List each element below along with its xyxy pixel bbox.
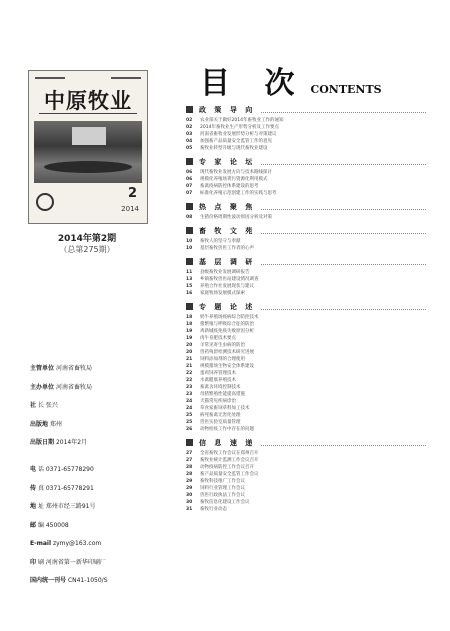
toc-entry[interactable] <box>186 384 426 391</box>
publication-value: 址 郑州市经三路91号 <box>37 503 96 510</box>
toc-entry-page: 25 <box>186 420 193 425</box>
toc-entry-title: 水禽健康养殖技术 <box>200 378 236 383</box>
toc-section <box>186 437 426 513</box>
publication-label: 印 <box>30 558 37 566</box>
toc-section <box>186 104 426 152</box>
toc-entry-page: 06 <box>186 170 193 175</box>
toc-entry-title: 兽医行政执法工作会议 <box>200 493 245 498</box>
toc-entry-page: 23 <box>186 385 193 390</box>
toc-entry-page: 06 <box>186 177 193 182</box>
toc-section-header <box>186 225 426 236</box>
toc-entry-title: 畜牧业转型升级与现代畜牧业建设 <box>200 146 268 151</box>
toc-entry[interactable] <box>186 492 426 499</box>
toc-section <box>186 256 426 297</box>
publication-value: 郑州 <box>49 420 62 428</box>
toc-entry-page: 20 <box>186 343 193 348</box>
publication-value: 河南省畜牧局 <box>55 383 92 391</box>
cover-logo-icon <box>36 193 54 211</box>
toc-section-name: 热 点 聚 焦 <box>199 202 256 211</box>
toc-section-rule <box>261 107 426 113</box>
toc-section-rule <box>261 204 426 210</box>
toc-section-header <box>186 301 426 312</box>
section-square-icon <box>186 158 193 165</box>
cover-divider <box>39 113 137 117</box>
publication-row <box>30 577 170 584</box>
toc-entry-page: 25 <box>186 413 193 418</box>
toc-entry-page: 10 <box>186 239 193 244</box>
toc-entry-title: 母猪繁殖性能提高措施 <box>200 392 245 397</box>
toc-section-name: 政 策 导 向 <box>199 105 256 114</box>
toc-entry[interactable] <box>186 124 426 131</box>
toc-entry[interactable] <box>186 405 426 412</box>
toc-section-rule <box>261 228 426 234</box>
toc-entry-page: 24 <box>186 406 193 411</box>
toc-entry-title: 畜牧业统计监测工作会议召开 <box>200 458 259 463</box>
toc-entry-title: 生猪价格周期性波动原因分析及对策 <box>200 215 272 220</box>
cover-masthead: 中原牧业 <box>44 88 132 113</box>
toc-entry-page: 13 <box>186 277 193 282</box>
publication-row <box>30 522 170 529</box>
cover-issue-year: 2014 <box>121 205 139 213</box>
publication-row <box>30 540 170 547</box>
toc-entry-page: 04 <box>186 139 193 144</box>
title-en: CONTENTS <box>310 83 382 96</box>
toc-entry-page: 22 <box>186 378 193 383</box>
toc-entry-page: 21 <box>186 357 193 362</box>
toc-entry-title: 河南省畜牧业发展形势分析与对策建议 <box>200 132 277 137</box>
toc-entry-page: 29 <box>186 479 193 484</box>
toc-entry-title: 动物检疫工作中存在的问题 <box>200 427 254 432</box>
publication-label: 主办单位 <box>30 383 55 391</box>
toc-entry[interactable] <box>186 214 426 221</box>
toc-entry-title: 畜牧行业动态 <box>200 507 227 512</box>
toc-entry-title: 肉牛育肥技术要点 <box>200 336 236 341</box>
toc-entry-title: 加强畜产品质量安全监管工作的意见 <box>200 139 272 144</box>
toc-entry-title: 病死畜禽无害化处理 <box>200 413 241 418</box>
publication-value: 编 450008 <box>37 521 69 529</box>
publication-row <box>30 439 170 446</box>
toc-entry-page: 08 <box>186 215 193 220</box>
publication-row <box>30 485 170 492</box>
toc-section <box>186 201 426 221</box>
toc-entry[interactable] <box>186 506 426 513</box>
toc-entry[interactable] <box>186 342 426 349</box>
toc-entry-page: 07 <box>186 191 193 196</box>
publication-row <box>30 384 170 391</box>
toc-section-rule <box>261 304 426 310</box>
toc-entry[interactable] <box>186 283 426 290</box>
publication-label: 国内统一刊号 <box>30 577 67 584</box>
publication-label: 社 <box>30 402 37 409</box>
publication-value: 话 0371-65778290 <box>37 466 94 473</box>
cover-issue-number: 2 <box>127 186 137 201</box>
toc-entry-title: 饲料添加剂的合理使用 <box>200 357 245 362</box>
page-title <box>200 58 382 101</box>
toc-entry-page: 07 <box>186 184 193 189</box>
toc-entry[interactable] <box>186 349 426 356</box>
toc-entry[interactable] <box>186 485 426 492</box>
toc-entry[interactable] <box>186 314 426 321</box>
toc-entry-title: 规模猪场生物安全体系建设 <box>200 364 254 369</box>
publication-value: 河南省畜牧局 <box>55 365 92 372</box>
publication-value: 真 0371-65778291 <box>37 484 94 492</box>
toc-entry-title: 畜禽舍环境控制技术 <box>200 385 241 390</box>
title-cn: 目 次 <box>200 66 307 101</box>
toc-entry-page: 27 <box>186 458 193 463</box>
toc-entry-title: 农业部关于做好2014年畜牧业工作的通知 <box>200 118 284 123</box>
toc-section-header <box>186 256 426 267</box>
toc-entry[interactable] <box>186 145 426 152</box>
toc-entry-page: 18 <box>186 315 193 320</box>
publication-value: 2014年2月 <box>55 439 88 446</box>
section-square-icon <box>186 258 193 265</box>
publication-row <box>30 421 170 428</box>
toc-entry[interactable] <box>186 419 426 426</box>
toc-entry[interactable] <box>186 269 426 276</box>
toc-entry-page: 16 <box>186 291 193 296</box>
toc-entry[interactable] <box>186 426 426 433</box>
toc-entry[interactable] <box>186 457 426 464</box>
publication-label: 传 <box>30 484 37 492</box>
toc-entry-page: 03 <box>186 132 193 137</box>
section-square-icon <box>186 106 193 113</box>
toc-entry[interactable] <box>186 138 426 145</box>
toc-entry-title: 现代畜牧业发展方向与技术路线探讨 <box>200 170 272 175</box>
toc-entry-page: 31 <box>186 507 193 512</box>
toc-entry[interactable] <box>186 245 426 252</box>
toc-entry-title: 猪繁殖与呼吸综合征的防治 <box>200 322 254 327</box>
toc-entry-page: 10 <box>186 246 193 251</box>
publication-row <box>30 402 170 409</box>
table-of-contents <box>186 104 426 517</box>
toc-entry-page: 24 <box>186 399 193 404</box>
publication-label: 地 <box>30 503 37 510</box>
toc-entry-title: 2014年畜牧业生产形势分析及工作要点 <box>200 125 279 130</box>
toc-entry-title: 标准化养殖示范创建工作的实践与思考 <box>200 191 277 196</box>
toc-entry[interactable] <box>186 377 426 384</box>
publication-value: CN41-1050/S <box>67 577 108 584</box>
toc-entry[interactable] <box>186 176 426 183</box>
toc-section-rule <box>261 440 426 446</box>
publication-label: 邮 <box>30 521 37 529</box>
toc-entry-page: 30 <box>186 500 193 505</box>
publication-row <box>30 559 170 566</box>
toc-entry-title: 养殖合作社发展现状与建议 <box>200 284 254 289</box>
toc-entry[interactable] <box>186 238 426 245</box>
toc-entry-title: 畜禽疫病防控体系建设的思考 <box>200 184 259 189</box>
section-square-icon <box>186 439 193 446</box>
publication-label: 电 <box>30 466 37 473</box>
toc-section-name: 专 题 论 述 <box>199 302 256 311</box>
toc-section-rule <box>261 159 426 165</box>
issue-line: 2014年第2期 <box>57 234 117 244</box>
toc-entry-title: 乡镇畜牧兽医站建设情况调查 <box>200 277 259 282</box>
section-square-icon <box>186 227 193 234</box>
publication-info <box>30 365 170 596</box>
toc-section-name: 专 家 论 坛 <box>199 157 256 166</box>
toc-entry-page: 05 <box>186 146 193 151</box>
toc-entry-title: 家庭牧场发展模式探索 <box>200 291 245 296</box>
toc-entry[interactable] <box>186 131 426 138</box>
toc-section-name: 基 层 调 研 <box>199 257 256 266</box>
toc-entry-title: 鸡新城疫免疫失败原因分析 <box>200 329 254 334</box>
publication-label: E-mail <box>30 540 52 547</box>
cover-photo-screen <box>72 127 106 145</box>
publication-label: 主管单位 <box>30 365 55 372</box>
toc-entry[interactable] <box>186 328 426 335</box>
toc-section-header <box>186 104 426 115</box>
toc-entry-page: 29 <box>186 486 193 491</box>
toc-entry-title: 畜牧人的坚守与奉献 <box>200 239 241 244</box>
toc-entry[interactable] <box>186 183 426 190</box>
toc-section <box>186 156 426 197</box>
toc-entry[interactable] <box>186 321 426 328</box>
toc-entry-page: 28 <box>186 465 193 470</box>
toc-entry-title: 动物疫病防控工作会议召开 <box>200 465 254 470</box>
toc-entry[interactable] <box>186 335 426 342</box>
toc-entry[interactable] <box>186 391 426 398</box>
toc-entry[interactable] <box>186 499 426 506</box>
toc-entry-title: 畜牧信息化建设工作会议 <box>200 500 250 505</box>
toc-entry-page: 27 <box>186 451 193 456</box>
toc-entry-title: 饲料行业管理工作会议 <box>200 486 245 491</box>
toc-entry[interactable] <box>186 117 426 124</box>
toc-entry[interactable] <box>186 290 426 297</box>
publication-label: 出版地 <box>30 420 49 428</box>
toc-entry[interactable] <box>186 363 426 370</box>
toc-section <box>186 301 426 433</box>
toc-entry[interactable] <box>186 478 426 485</box>
cover-header-lines <box>35 77 141 81</box>
toc-entry[interactable] <box>186 464 426 471</box>
toc-entry-title: 兽医实验室质量管理 <box>200 420 241 425</box>
publication-row <box>30 503 170 510</box>
toc-entry-page: 02 <box>186 118 193 123</box>
toc-section-header <box>186 437 426 448</box>
section-square-icon <box>186 303 193 310</box>
toc-entry-page: 20 <box>186 350 193 355</box>
toc-section <box>186 225 426 252</box>
toc-entry[interactable] <box>186 276 426 283</box>
toc-entry-title: 畜牧科技推广工作会议 <box>200 479 245 484</box>
cover-photo <box>34 121 142 183</box>
cover-image <box>28 70 148 224</box>
toc-entry-page: 28 <box>186 472 193 477</box>
toc-section-name: 信 息 速 递 <box>199 438 256 447</box>
toc-entry[interactable] <box>186 190 426 197</box>
publication-value: 刷 河南省第一新华印刷厂 <box>37 558 106 566</box>
toc-entry-page: 19 <box>186 336 193 341</box>
toc-entry-page: 18 <box>186 322 193 327</box>
issue-sub: （总第275期） <box>59 245 115 254</box>
toc-entry-title: 羊常见寄生虫病的防治 <box>200 343 245 348</box>
toc-entry-title: 规模化养殖场粪污资源化利用模式 <box>200 177 268 182</box>
cover-photo-table <box>44 161 132 173</box>
toc-entry[interactable] <box>186 169 426 176</box>
toc-entry-title: 畜产品质量安全监管工作会议 <box>200 472 259 477</box>
toc-entry-page: 02 <box>186 125 193 130</box>
section-square-icon <box>186 203 193 210</box>
toc-entry-page: 22 <box>186 371 193 376</box>
toc-entry-title: 县级畜牧业发展调研报告 <box>200 270 250 275</box>
toc-entry[interactable] <box>186 370 426 377</box>
publication-value: zymy@163.com <box>52 540 102 547</box>
toc-entry[interactable] <box>186 412 426 419</box>
publication-row <box>30 466 170 473</box>
toc-entry-page: 26 <box>186 427 193 432</box>
toc-entry-page: 11 <box>186 270 193 275</box>
toc-entry-title: 犬猫常见疾病诊治 <box>200 399 236 404</box>
toc-entry[interactable] <box>186 471 426 478</box>
toc-section-rule <box>261 259 426 265</box>
toc-entry[interactable] <box>186 398 426 405</box>
toc-section-header <box>186 156 426 167</box>
toc-entry-page: 21 <box>186 364 193 369</box>
toc-entry-title: 蛋鸡饲养管理技术 <box>200 371 236 376</box>
toc-entry-page: 15 <box>186 284 193 289</box>
toc-section-header <box>186 201 426 212</box>
publication-row <box>30 365 170 372</box>
publication-label: 出版日期 <box>30 439 55 446</box>
toc-entry-title: 基层畜牧兽医工作者的心声 <box>200 246 254 251</box>
toc-entry-title: 草食家畜饲草料加工技术 <box>200 406 250 411</box>
toc-entry-page: 19 <box>186 329 193 334</box>
toc-entry[interactable] <box>186 356 426 363</box>
toc-entry-title: 兽药残留检测技术研究进展 <box>200 350 254 355</box>
publication-value: 长 张兴 <box>37 402 58 409</box>
toc-entry-title: 全省畜牧工作会议在郑州召开 <box>200 451 259 456</box>
toc-section-name: 畜 牧 文 苑 <box>199 226 256 235</box>
toc-entry-page: 23 <box>186 392 193 397</box>
toc-entry-page: 30 <box>186 493 193 498</box>
toc-entry[interactable] <box>186 450 426 457</box>
toc-entry-title: 奶牛养殖场疫病综合防控技术 <box>200 315 259 320</box>
